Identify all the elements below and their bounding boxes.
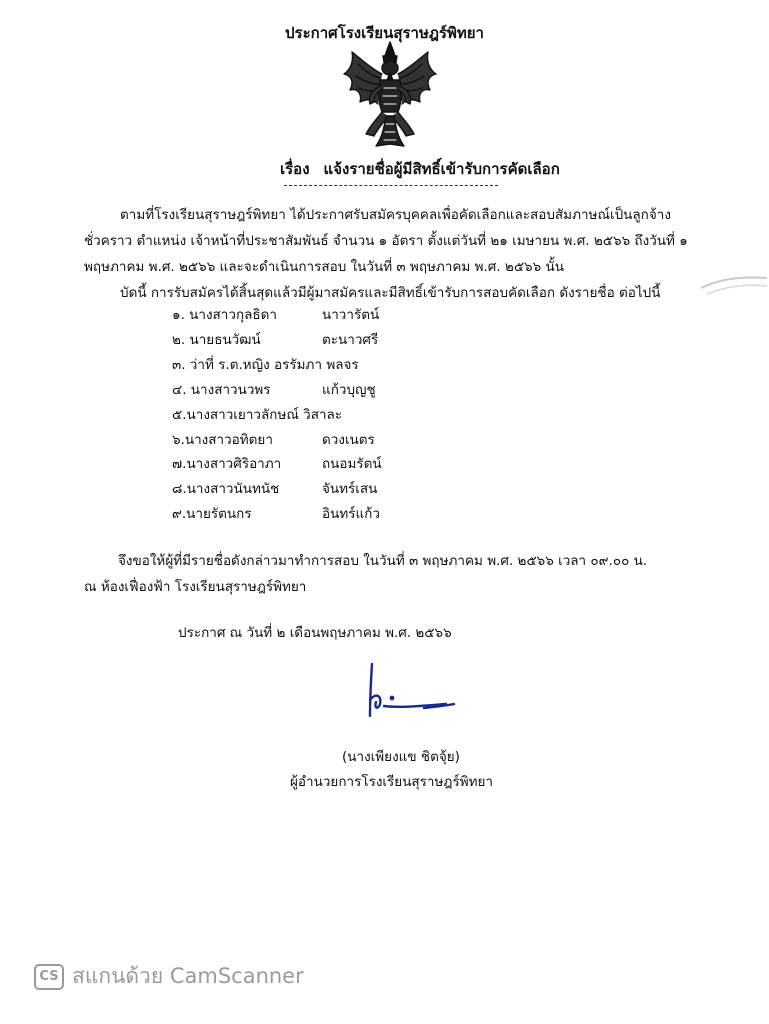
candidate-name: ๑. นางสาวกุลธิดา: [172, 307, 277, 323]
camscanner-icon: CS: [34, 964, 64, 990]
divider-line: [284, 185, 498, 186]
candidate-name: ๕.นางสาวเยาวลักษณ์ วิสาละ: [172, 407, 343, 423]
candidate-name: ๙.นายรัตนกร: [172, 506, 252, 522]
announced-date: ประกาศ ณ วันที่ ๒ เดือนพฤษภาคม พ.ศ. ๒๕๖๖: [178, 625, 452, 641]
candidate-name: ๖.นางสาวอทิตยา: [172, 432, 273, 448]
signature-mark: [350, 660, 470, 740]
watermark-text: สแกนด้วย CamScanner: [72, 964, 304, 988]
subject-text: แจ้งรายชื่อผู้มีสิทธิ์เข้ารับการคัดเลือก: [323, 160, 560, 178]
candidate-name: ๓. ว่าที่ ร.ต.หญิง อรรัมภา พลจร: [172, 357, 359, 373]
candidate-name: ๗.นางสาวศิริอาภา: [172, 456, 282, 472]
signatory-position: ผู้อำนวยการโรงเรียนสุราษฎร์พิทยา: [290, 774, 493, 790]
candidate-surname: นาวารัตน์: [322, 307, 380, 323]
body-line-1: ตามที่โรงเรียนสุราษฎร์พิทยา ได้ประกาศรับสมัครบุคคลเพื่อคัดเลือกและสอบสัมภาษณ์เป็นลูกจ้าง: [120, 207, 671, 223]
candidate-surname: ดวงเนตร: [322, 432, 375, 448]
stamp-edge: [697, 268, 769, 298]
closing-line-1: จึงขอให้ผู้ที่มีรายชื่อดังกล่าวมาทำการสอบ ในวันที่ ๓ พฤษภาคม พ.ศ. ๒๕๖๖ เวลา ๐๙.๐๐ น.: [118, 553, 648, 569]
list-item: [172, 477, 377, 499]
list-item: [172, 378, 376, 400]
list-item: [172, 428, 375, 450]
candidate-surname: จันทร์เสน: [322, 481, 378, 497]
subject-line: [280, 157, 560, 181]
candidate-surname: ตะนาวศรี: [322, 332, 379, 348]
candidate-name: ๔. นางสาวนวพร: [172, 382, 271, 398]
scanner-watermark: [34, 960, 304, 993]
candidate-name: ๒. นายธนวัฒน์: [172, 332, 261, 348]
list-item: [172, 403, 342, 425]
garuda-emblem-icon: [340, 40, 440, 150]
candidate-surname: ถนอมรัตน์: [322, 456, 382, 472]
list-item: [172, 303, 379, 325]
candidate-name: ๘.นางสาวนันทนัช: [172, 481, 280, 497]
candidate-surname: แก้วบุญชู: [322, 382, 376, 398]
body-line-4: บัดนี้ การรับสมัครได้สิ้นสุดแล้วมีผู้มาสมัครและมีสิทธิ์เข้ารับการสอบคัดเลือก ดังรายชื่อ ต่อไปนี้: [120, 285, 661, 301]
list-item: [172, 502, 380, 524]
body-line-2: ชั่วคราว ตำแหน่ง เจ้าหน้าที่ประชาสัมพันธ์ จำนวน ๑ อัตรา ตั้งแต่วันที่ ๒๑ เมษายน พ.ศ. ๒๕๖๖ ถึงวันที่ ๑: [84, 233, 688, 249]
signatory-name: (นางเพียงแข ชิตจุ้ย): [342, 749, 460, 765]
body-line-3: พฤษภาคม พ.ศ. ๒๕๖๖ และจะดำเนินการสอบ ในวันที่ ๓ พฤษภาคม พ.ศ. ๒๕๖๖ นั้น: [84, 259, 564, 275]
list-item: [172, 353, 359, 375]
candidate-surname: อินทร์แก้ว: [322, 506, 380, 522]
subject-label: เรื่อง: [280, 160, 310, 178]
list-item: [172, 328, 378, 350]
list-item: [172, 452, 382, 474]
announcement-title: ประกาศโรงเรียนสุราษฎร์พิทยา: [285, 24, 484, 42]
closing-line-2: ณ ห้องเฟื่องฟ้า โรงเรียนสุราษฎร์พิทยา: [84, 579, 307, 595]
